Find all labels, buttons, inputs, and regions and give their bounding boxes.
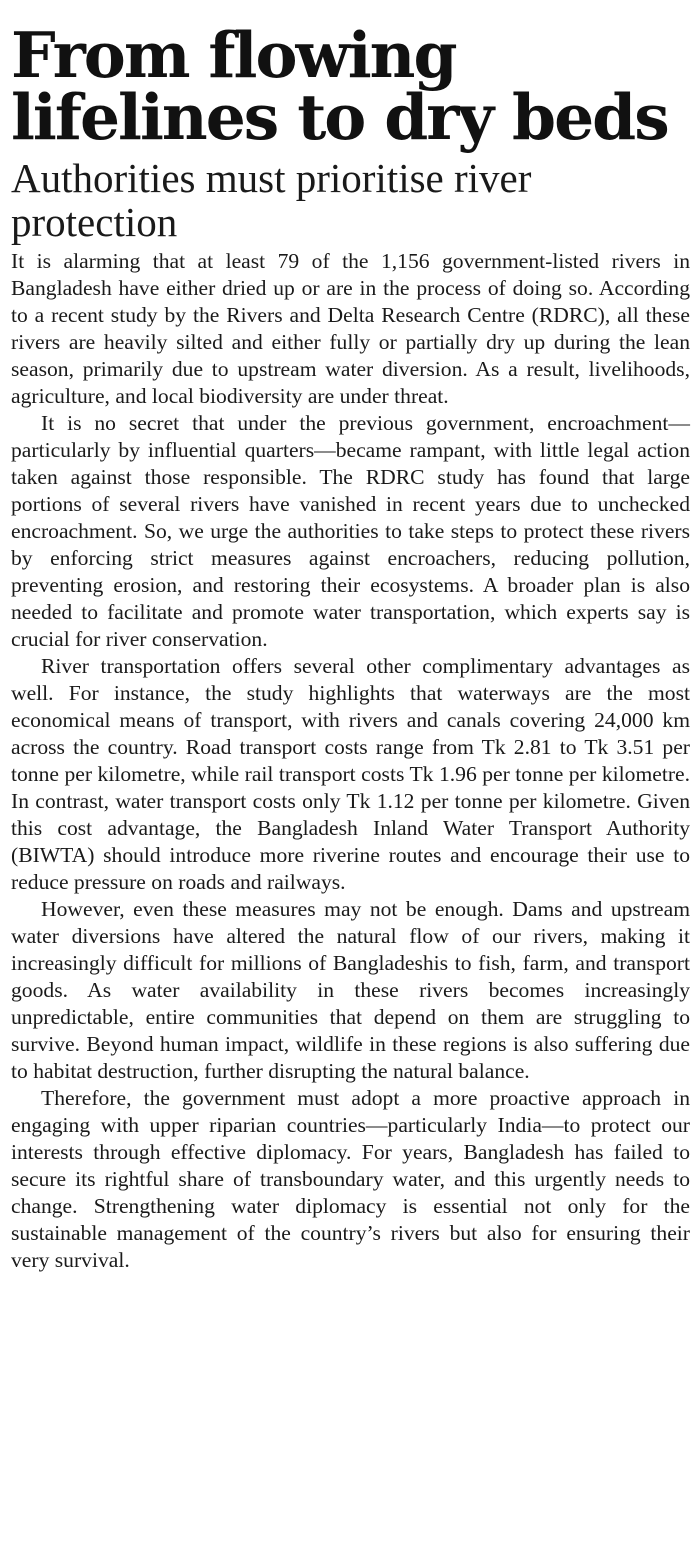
article-paragraph-2: It is no secret that under the previous government, encroachment—particularly by influential quarters—became rampant, with little legal action taken against those responsible. The RDRC study has found that large portions of several rivers have vanished in recent years due to unchecked encroachment. So, we urge the authorities to take steps to protect these rivers by enforcing strict measures against encroachers, reducing pollution, preventing erosion, and restoring their ecosystems. A broader plan is also needed to facilitate and promote water transportation, which experts say is crucial for river conservation. — [11, 411, 690, 651]
article-headline: From flowing lifelines to dry beds — [11, 18, 668, 154]
article-subheadline: Authorities must prioritise river protection — [11, 155, 532, 245]
article-paragraph-5: Therefore, the government must adopt a more proactive approach in engaging with upper riparian countries—particularly India—to protect our interests through effective diplomacy. For years, Bangladesh has failed to secure its rightful share of transboundary water, and this urgently needs to change. Strengthening water diplomacy is essential not only for the sustainable management of the country’s rivers but also for ensuring their very survival. — [11, 1086, 690, 1272]
article-paragraph-3: River transportation offers several other complimentary advantages as well. For instance, the study highlights that waterways are the most economical means of transport, with rivers and canals covering 24,000 km across the country. Road transport costs range from Tk 2.81 to Tk 3.51 per tonne per kilometre, while rail transport costs Tk 1.96 per tonne per kilometre. In contrast, water transport costs only Tk 1.12 per tonne per kilometre. Given this cost advantage, the Bangladesh Inland Water Transport Authority (BIWTA) should introduce more riverine routes and encourage their use to reduce pressure on roads and railways. — [11, 654, 690, 894]
article-paragraph-4: However, even these measures may not be enough. Dams and upstream water diversions have altered the natural flow of our rivers, making it increasingly difficult for millions of Bangladeshis to fish, farm, and transport goods. As water availability in these rivers becomes increasingly unpredictable, entire communities that depend on them are struggling to survive. Beyond human impact, wildlife in these regions is also suffering due to habitat destruction, further disrupting the natural balance. — [11, 897, 690, 1083]
article-paragraph-1: It is alarming that at least 79 of the 1,156 government-listed rivers in Bangladesh have either dried up or are in the process of doing so. According to a recent study by the Rivers and Delta Research Centre (RDRC), all these rivers are heavily silted and either fully or partially dry up during the lean season, primarily due to upstream water diversion. As a result, livelihoods, agriculture, and local biodiversity are under threat. — [11, 249, 690, 408]
article-body — [11, 248, 690, 1274]
